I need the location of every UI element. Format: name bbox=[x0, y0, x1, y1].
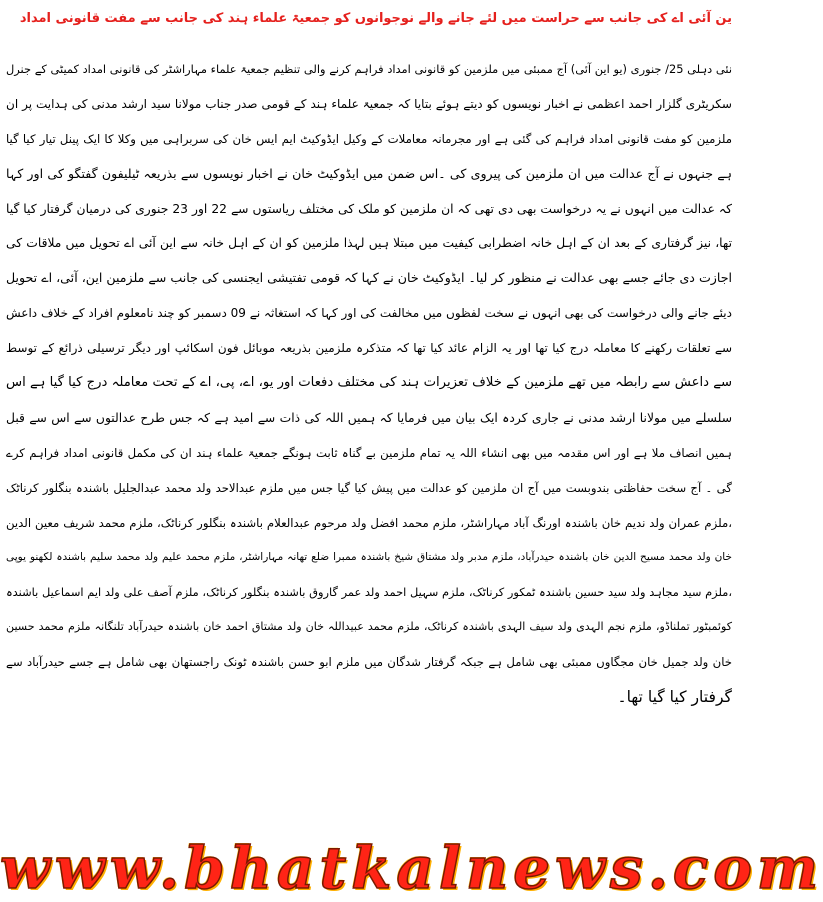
article-line: گی ۔ آج سخت حفاظتی بندوبست میں آج ان ملزمین کو عدالت میں پیش کیا گیا جس میں ملزم عبدالاحد ولد محمد عبدالجلیل باشندہ بنگلور کرناٹک bbox=[6, 480, 732, 495]
article-line: دیئے جانے والی درخواست کی بھی انہوں نے سخت لفظوں میں مخالفت کی اور کہا کہ استغاثہ نے 09 دسمبر کو چند نامعلوم افراد کے خلاف داعش bbox=[6, 306, 732, 321]
article-line: کوئمبٹور تملناڈو، ملزم نجم الہدی ولد سیف الہدی باشندہ کرناٹک، ملزم محمد عبیداللہ خان ولد مشتاق احمد خان باشندہ حیدرآباد تلنگانہ ملزم محمد حسین bbox=[6, 620, 732, 634]
article-line: خان ولد محمد مسیح الدین خان باشندہ حیدرآباد، ملزم مدبر ولد مشتاق شیخ باشندہ ممبرا ضلع تھانہ مہاراشٹر، ملزم محمد علیم ولد محمد سلیم باشندہ لکھنو یوپی bbox=[6, 551, 732, 564]
article-line: سلسلے میں مولانا ارشد مدنی نے جاری کردہ ایک بیان میں فرمایا کہ ہمیں اللہ کی ذات سے امید ہے کہ جس طرح عدالتوں سے اس سے قبل bbox=[6, 410, 732, 425]
article-line: ،ملزم عمران ولد ندیم خان باشندہ اورنگ آباد مہاراشٹر، ملزم محمد افضل ولد مرحوم عبدالعلام باشندہ بنگلور کرناٹک، ملزم محمد شریف معین الدین bbox=[6, 515, 732, 530]
article-line: ہے جنہوں نے آج عدالت میں ان ملزمین کی پیروی کی ۔اس ضمن میں ایڈوکیٹ خان نے اخبار نویسوں سے بذریعہ ٹیلیفون گفتگو کی اور کہا bbox=[6, 165, 732, 181]
footer-banner bbox=[0, 834, 823, 902]
article-line: ،ملزم سید مجاہد ولد سید حسین باشندہ ٹمکور کرناٹک، ملزم سہیل احمد ولد عمر گاروق باشندہ بنگلور کرناٹک، ملزم آصف علی ولد ایم اسماعیل باشندہ bbox=[6, 585, 732, 600]
article-line: ملزمین کو مفت قانونی امداد فراہم کی گئی ہے اور مجرمانہ معاملات کے وکیل ایڈوکیٹ ایم ایس خان کی سربراہی میں وکلا کا ایک پینل تیار کیا گیا bbox=[6, 131, 732, 146]
article-line: گرفتار کیا گیا تھا۔ bbox=[617, 688, 732, 707]
article-body bbox=[6, 52, 732, 715]
article-line: تھا، نیز گرفتاری کے بعد ان کے اہل خانہ اضطرابی کیفیت میں مبتلا ہیں لہذا ملزمین کو ان کے اہل خانہ سے این آئی اے تحویل میں ملاقات کی bbox=[6, 236, 732, 251]
article-line: اجازت دی جائے جسے بھی عدالت نے منظور کر لیا۔ ایڈوکیٹ خان نے کہا کہ قومی تفتیشی ایجنسی کی جانب سے ملزمین این، آئی، اے تحویل bbox=[6, 270, 732, 286]
site-watermark: www.bhatkalnews.com bbox=[0, 834, 823, 902]
article-line: ہمیں انصاف ملا ہے اور اس مقدمہ میں بھی انشاء اللہ یہ تمام ملزمین بے گناہ ثابت ہونگے جمعیۃ علماء ہند ان کی مکمل قانونی امداد فراہم کرے bbox=[6, 445, 732, 460]
article-line: سے داعش سے رابطہ میں تھے ملزمین کے خلاف تعزیرات ہند کی مختلف دفعات اور یو، اے، پی، اے کے تحت معاملہ درج کیا گیا ہے اس bbox=[6, 375, 732, 391]
headline: ین آئی اے کی جانب سے حراست میں لئے جانے والے نوجوانوں کو جمعیۃ علماء ہند کی جانب سے مفت قانونی امداد bbox=[19, 11, 732, 26]
article-line: سکریٹری گلزار احمد اعظمی نے اخبار نویسوں کو دیتے ہوئے بتایا کہ جمعیۃ علماء ہند کے قومی صدر جناب مولانا سید ارشد مدنی کی ہدایت پر ان bbox=[6, 96, 732, 111]
article-line: کہ عدالت میں انہوں نے یہ درخواست بھی دی تھی کہ ان ملزمین کو ملک کی مختلف ریاستوں سے 22 اور 23 جنوری کی درمیان گرفتار کیا گیا bbox=[6, 201, 732, 216]
article-line: خان ولد جمیل خان مجگاوں ممبئی بھی شامل ہے جبکہ گرفتار شدگان میں ملزم ابو حسن باشندہ ٹونک راجستھان بھی شامل ہے جسے حیدرآباد سے bbox=[6, 655, 732, 670]
article-line: نئی دہلی 25/ جنوری (یو این آئی) آج ممبئی میں ملزمین کو قانونی امداد فراہم کرنے والی تنظیم جمعیۃ علماء مہاراشٹر کی قانونی امداد کمیٹی کے جنرل bbox=[6, 62, 732, 76]
article-line: سے تعلقات رکھنے کا معاملہ درج کیا تھا اور یہ الزام عائد کیا تھا کہ متذکرہ ملزمین بذریعہ موبائل فون اسکائپ اور دیگر ترسیلی ذرائع کے توسط bbox=[6, 341, 732, 356]
